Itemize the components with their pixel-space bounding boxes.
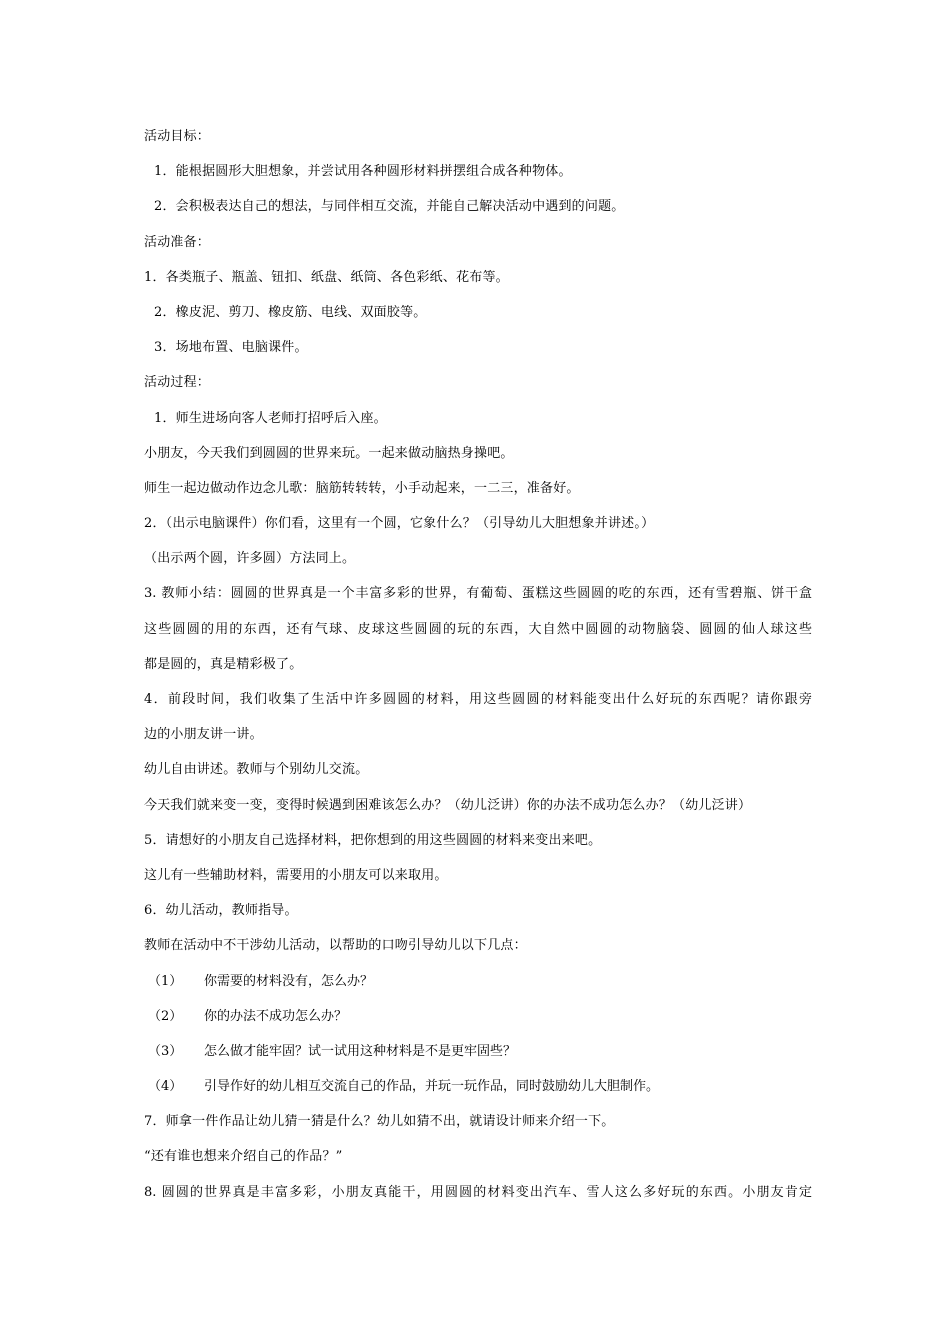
guidance-text: 引导作好的幼儿相互交流自己的作品，并玩一玩作品，同时鼓励幼儿大胆制作。 bbox=[204, 1079, 660, 1095]
paragraph-line: 这儿有一些辅助材料，需要用的小朋友可以来取用。 bbox=[144, 867, 448, 883]
guidance-item-3 bbox=[144, 1037, 812, 1072]
goal-item-2: 2．会积极表达自己的想法，与同伴相互交流，并能自己解决活动中遇到的问题。 bbox=[154, 199, 625, 215]
process-step-5: 5．请想好的小朋友自己选择材料，把你想到的用这些圆圆的材料来变出来吧。 bbox=[144, 832, 602, 848]
guidance-number: （4） bbox=[148, 1079, 183, 1095]
guidance-text: 你的办法不成功怎么办？ bbox=[204, 1008, 348, 1024]
section-heading-goals: 活动目标： bbox=[144, 129, 211, 144]
process-step-4-line-2: 边的小朋友讲一讲。 bbox=[144, 727, 263, 743]
process-step-6: 6．幼儿活动，教师指导。 bbox=[144, 903, 298, 919]
preparation-item-2: 2．橡皮泥、剪刀、橡皮筋、电线、双面胶等。 bbox=[154, 304, 427, 320]
process-step-4-line-1: 4．前段时间，我们收集了生活中许多圆圆的材料，用这些圆圆的材料能变出什么好玩的东西呢？请你跟旁 bbox=[144, 692, 812, 707]
section-heading-process: 活动过程： bbox=[144, 375, 211, 391]
quote-line: “还有谁也想来介绍自己的作品？” bbox=[144, 1149, 343, 1165]
process-step-3-line-2: 这些圆圆的用的东西，还有气球、皮球这些圆圆的玩的东西，大自然中圆圆的动物脑袋、圆圆的仙人球这些 bbox=[144, 621, 812, 637]
document-body bbox=[144, 122, 812, 1213]
process-step-1: 1．师生进场向客人老师打招呼后入座。 bbox=[154, 410, 387, 426]
guidance-item-2 bbox=[144, 1002, 812, 1037]
guidance-text: 怎么做才能牢固？试一试用这种材料是不是更牢固些？ bbox=[204, 1043, 517, 1059]
paragraph-line: 今天我们就来变一变，变得时候遇到困难该怎么办？（幼儿泛讲）你的办法不成功怎么办？（幼儿泛讲） bbox=[144, 797, 752, 813]
guidance-number: （2） bbox=[148, 1008, 183, 1024]
process-step-2: 2．（出示电脑课件）你们看，这里有一个圆，它象什么？（引导幼儿大胆想象并讲述。） bbox=[144, 516, 655, 532]
section-heading-preparation: 活动准备： bbox=[144, 234, 211, 250]
paragraph-line: 师生一起边做动作边念儿歌：脑筋转转转，小手动起来，一二三，准备好。 bbox=[144, 480, 580, 496]
paragraph-line: （出示两个圆，许多圆）方法同上。 bbox=[144, 551, 356, 567]
guidance-number: （3） bbox=[148, 1043, 183, 1059]
process-step-3-line-1: 3. 教师小结：圆圆的世界真是一个丰富多彩的世界，有葡萄、蛋糕这些圆圆的吃的东西，还有雪碧瓶、饼干盒 bbox=[144, 586, 812, 602]
guidance-item-1 bbox=[144, 967, 812, 1002]
process-step-3-line-3: 都是圆的，真是精彩极了。 bbox=[144, 656, 303, 672]
goal-item-1: 1．能根据圆形大胆想象，并尝试用各种圆形材料拼摆组合成各种物体。 bbox=[154, 164, 572, 180]
guidance-item-4 bbox=[144, 1072, 812, 1107]
paragraph-line: 小朋友，今天我们到圆圆的世界来玩。一起来做动脑热身操吧。 bbox=[144, 445, 514, 461]
paragraph-line: 幼儿自由讲述。教师与个别幼儿交流。 bbox=[144, 762, 369, 778]
process-step-8-line-1: 8. 圆圆的世界真是丰富多彩，小朋友真能干，用圆圆的材料变出汽车、雪人这么多好玩的东西。小朋友肯定 bbox=[144, 1184, 812, 1200]
preparation-item-3: 3．场地布置、电脑课件。 bbox=[154, 340, 308, 356]
guidance-number: （1） bbox=[148, 973, 183, 989]
process-step-7: 7．师拿一件作品让幼儿猜一猜是什么？幼儿如猜不出，就请设计师来介绍一下。 bbox=[144, 1114, 615, 1130]
paragraph-line: 教师在活动中不干涉幼儿活动，以帮助的口吻引导幼儿以下几点： bbox=[144, 938, 527, 954]
preparation-item-1: 1．各类瓶子、瓶盖、钮扣、纸盘、纸筒、各色彩纸、花布等。 bbox=[144, 269, 509, 285]
guidance-text: 你需要的材料没有，怎么办？ bbox=[204, 973, 374, 989]
